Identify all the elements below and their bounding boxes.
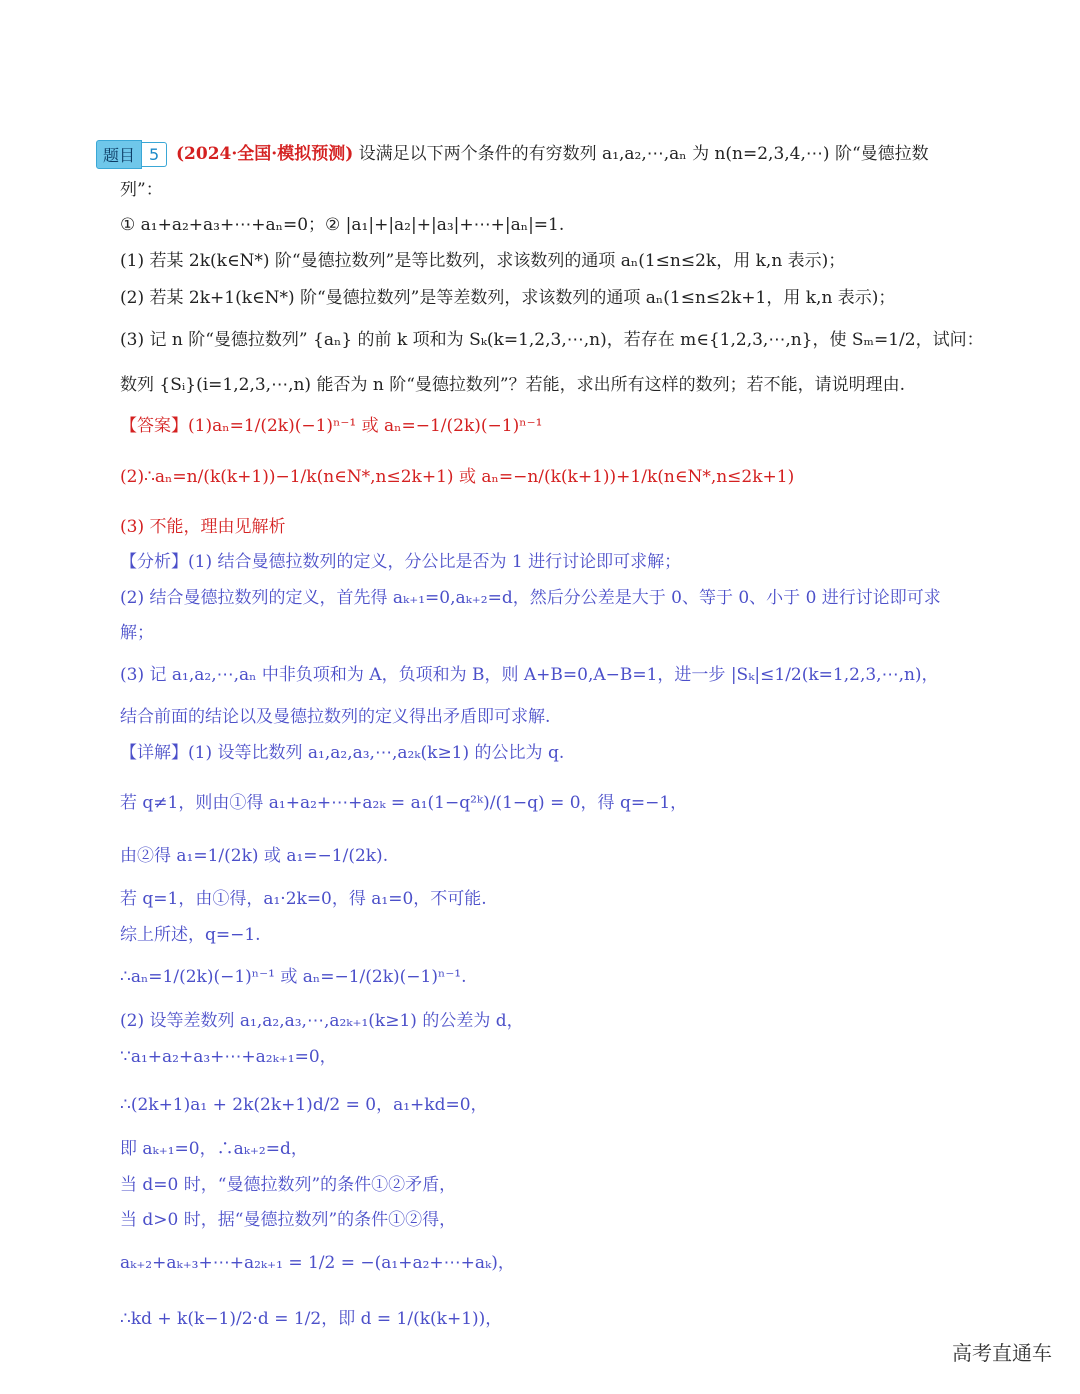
- problem-text: 设满足以下两个条件的有穷数列 a₁,a₂,⋯,aₙ 为 n(n=2,3,4,⋯) 阶“曼德拉数: [358, 144, 929, 164]
- problem-line: 数列 {Sᵢ}(i=1,2,3,⋯,n) 能否为 n 阶“曼德拉数列”？若能，求出所有这样的数列；若不能，请说明理由.: [120, 375, 906, 395]
- detail-line: 若 q=1，由①得，a₁·2k=0，得 a₁=0，不可能.: [120, 889, 487, 909]
- answer-line-1: 【答案】(1)aₙ=1/(2k)(−1)ⁿ⁻¹ 或 aₙ=−1/(2k)(−1)ⁿ⁻¹: [120, 416, 543, 436]
- analysis-line: 解；: [120, 623, 154, 643]
- analysis-line: 结合前面的结论以及曼德拉数列的定义得出矛盾即可求解.: [120, 707, 551, 727]
- detail-line: ∴(2k+1)a₁ + 2k(2k+1)d/2 = 0，a₁+kd=0，: [120, 1095, 488, 1115]
- problem-part-3: (3) 记 n 阶“曼德拉数列” {aₙ} 的前 k 项和为 Sₖ(k=1,2,3,⋯,n)，若存在 m∈{1,2,3,⋯,n}，使 Sₘ=1/2，试问：: [120, 330, 984, 350]
- detail-line: 若 q≠1，则由①得 a₁+a₂+⋯+a₂ₖ = a₁(1−q²ᵏ)/(1−q) = 0，得 q=−1，: [120, 793, 688, 813]
- problem-line: 列”：: [120, 180, 163, 200]
- problem-badge: [96, 140, 167, 168]
- answer-line-3: (3) 不能，理由见解析: [120, 517, 286, 537]
- detail-line: (2) 设等差数列 a₁,a₂,a₃,⋯,a₂ₖ₊₁(k≥1) 的公差为 d，: [120, 1011, 524, 1031]
- problem-part-2: (2) 若某 2k+1(k∈N*) 阶“曼德拉数列”是等差数列，求该数列的通项 aₙ(1≤n≤2k+1，用 k,n 表示)；: [120, 288, 896, 308]
- detail-line: 由②得 a₁=1/(2k) 或 a₁=−1/(2k).: [120, 846, 389, 866]
- problem-number: 5: [142, 142, 167, 167]
- analysis-line: (3) 记 a₁,a₂,⋯,aₙ 中非负项和为 A，负项和为 B，则 A+B=0,A−B=1，进一步 |Sₖ|≤1/2(k=1,2,3,⋯,n)，: [120, 665, 939, 685]
- analysis-line: (2) 结合曼德拉数列的定义，首先得 aₖ₊₁=0,aₖ₊₂=d，然后分公差是大于 0、等于 0、小于 0 进行讨论即可求: [120, 588, 941, 608]
- problem-label: 题目: [96, 140, 142, 169]
- detail-line: ∴aₙ=1/(2k)(−1)ⁿ⁻¹ 或 aₙ=−1/(2k)(−1)ⁿ⁻¹.: [120, 967, 467, 987]
- detail-line: 当 d=0 时，“曼德拉数列”的条件①②矛盾，: [120, 1175, 457, 1195]
- problem-line: ① a₁+a₂+a₃+⋯+aₙ=0；② |a₁|+|a₂|+|a₃|+⋯+|aₙ|=1.: [120, 215, 565, 235]
- problem-part-1: (1) 若某 2k(k∈N*) 阶“曼德拉数列”是等比数列，求该数列的通项 aₙ(1≤n≤2k，用 k,n 表示)；: [120, 251, 846, 271]
- detail-line: 即 aₖ₊₁=0，∴aₖ₊₂=d，: [120, 1139, 308, 1159]
- detail-line: 【详解】(1) 设等比数列 a₁,a₂,a₃,⋯,a₂ₖ(k≥1) 的公比为 q.: [120, 743, 565, 763]
- analysis-line: 【分析】(1) 结合曼德拉数列的定义，分公比是否为 1 进行讨论即可求解；: [120, 552, 682, 572]
- detail-line: 综上所述，q=−1.: [120, 925, 261, 945]
- detail-line: aₖ₊₂+aₖ₊₃+⋯+a₂ₖ₊₁ = 1/2 = −(a₁+a₂+⋯+aₖ)，: [120, 1253, 515, 1273]
- problem-source: (2024·全国·模拟预测): [176, 144, 354, 164]
- detail-line: ∴kd + k(k−1)/2·d = 1/2，即 d = 1/(k(k+1))，: [120, 1309, 503, 1329]
- detail-line: 当 d>0 时，据“曼德拉数列”的条件①②得，: [120, 1210, 457, 1230]
- answer-line-2: (2)∴aₙ=n/(k(k+1))−1/k(n∈N*,n≤2k+1) 或 aₙ=−n/(k(k+1))+1/k(n∈N*,n≤2k+1): [120, 467, 795, 487]
- detail-line: ∵a₁+a₂+a₃+⋯+a₂ₖ₊₁=0，: [120, 1047, 337, 1067]
- watermark: 高考直通车: [952, 1341, 1052, 1365]
- problem-line-1: [176, 141, 1010, 167]
